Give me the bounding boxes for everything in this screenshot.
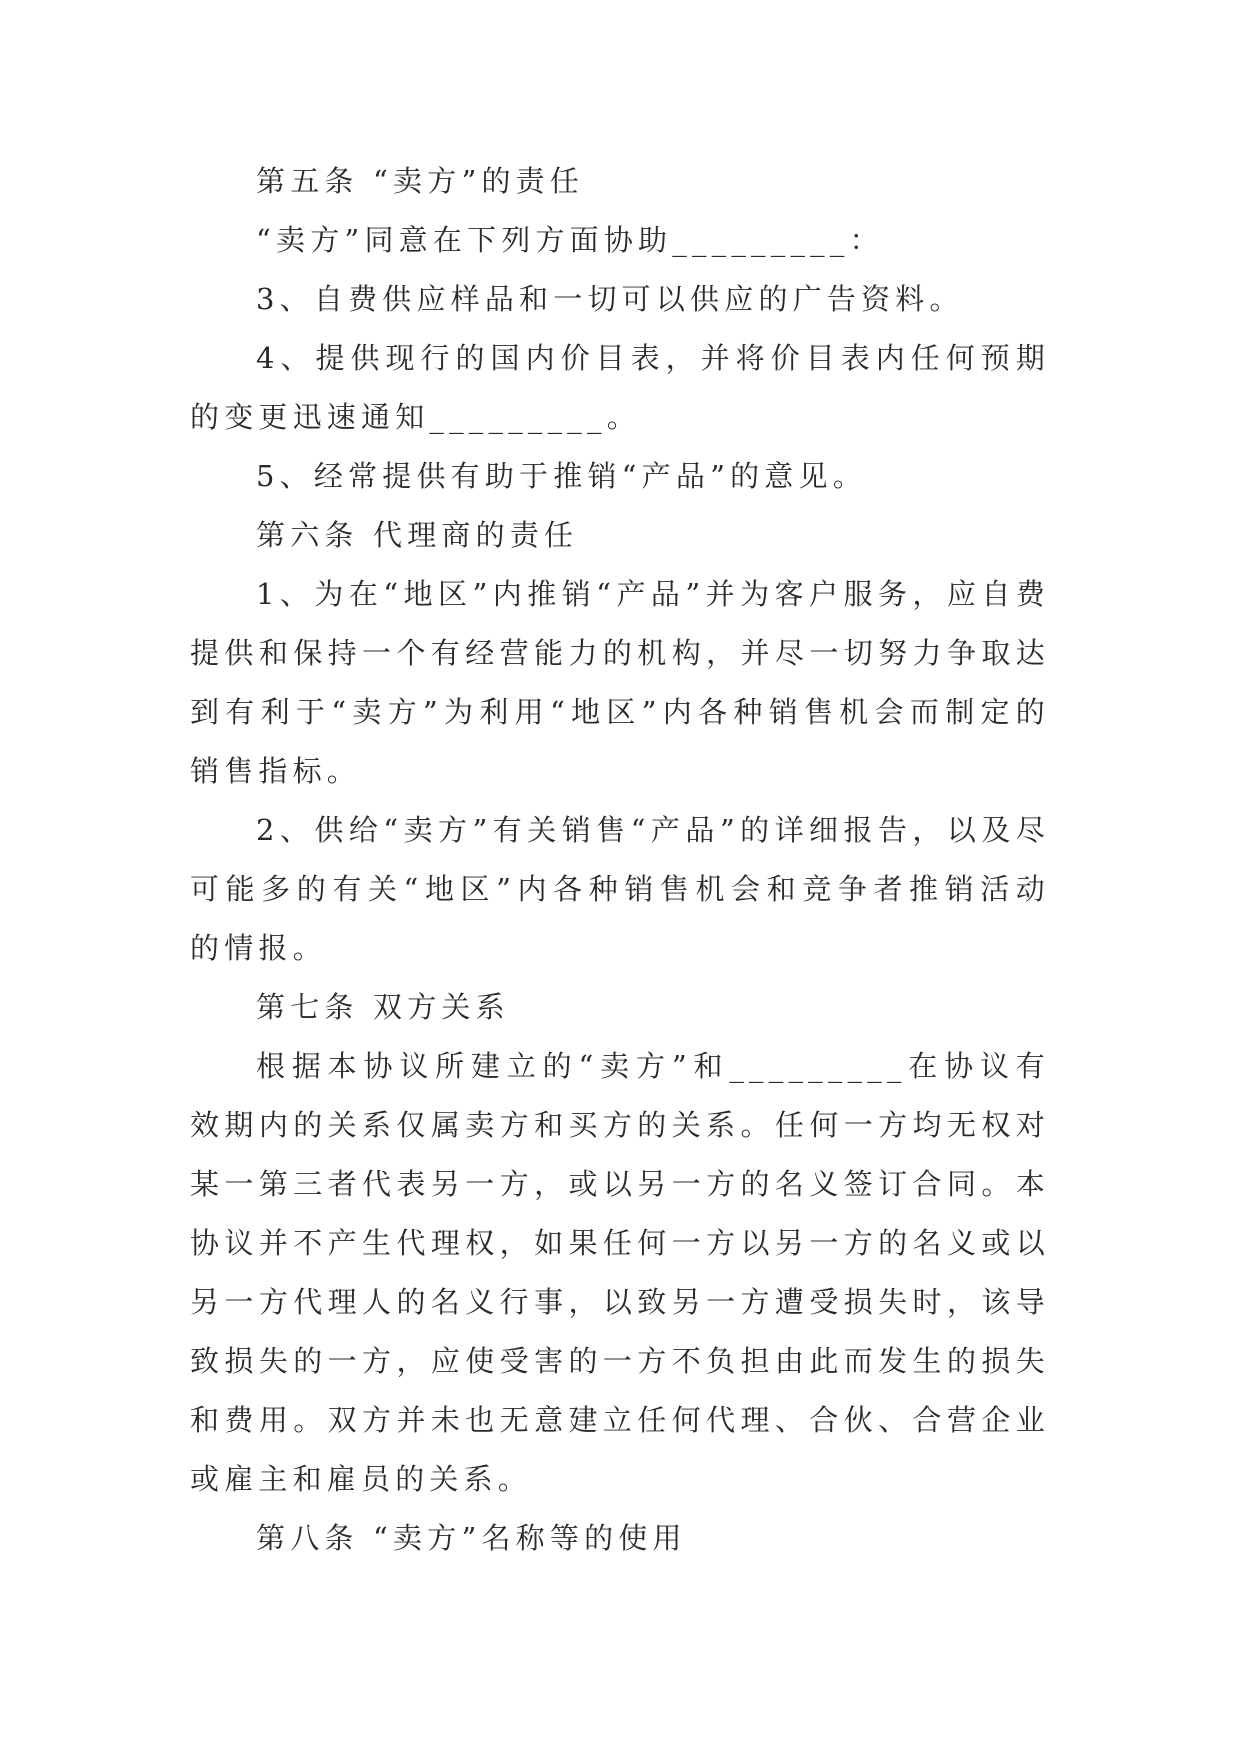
article-6-item-1: 1、为在“地区”内推销“产品”并为客户服务，应自费提供和保持一个有经营能力的机构，并尽一切努力争取达到有利于“卖方”为利用“地区”内各种销售机会而制定的销售指标。 [190,577,1050,788]
article-5-item-4: 4、提供现行的国内价目表，并将价目表内任何预期的变更迅速通知_________。 [190,341,1050,434]
article-7-heading: 第七条 双方关系 [256,990,510,1024]
article-8-heading: 第八条 “卖方”名称等的使用 [256,1521,687,1555]
article-6-heading: 第六条 代理商的责任 [256,518,579,552]
article-5-heading: 第五条 “卖方”的责任 [256,164,585,198]
article-5-item-5: 5、经常提供有助于推销“产品”的意见。 [256,459,867,493]
article-5-intro: “卖方”同意在下列方面协助_________： [256,223,884,257]
article-7-body: 根据本协议所建立的“卖方”和_________在协议有效期内的关系仅属卖方和买方的关系。任何一方均无权对某一第三者代表另一方，或以另一方的名义签订合同。本协议并不产生代理权，如果任何一方以另一方的名义或以另一方代理人的名义行事，以致另一方遭受损失时，该导致损失的一方，应使受害的一方不负担由此而发生的损失和费用。双方并未也无意建立任何代理、合伙、合营企业或雇主和雇员的关系。 [190,1049,1050,1496]
article-6-item-2: 2、供给“卖方”有关销售“产品”的详细报告，以及尽可能多的有关“地区”内各种销售机会和竞争者推销活动的情报。 [190,813,1050,965]
document-body [190,152,1050,1568]
article-5-item-3: 3、自费供应样品和一切可以供应的广告资料。 [256,282,964,316]
